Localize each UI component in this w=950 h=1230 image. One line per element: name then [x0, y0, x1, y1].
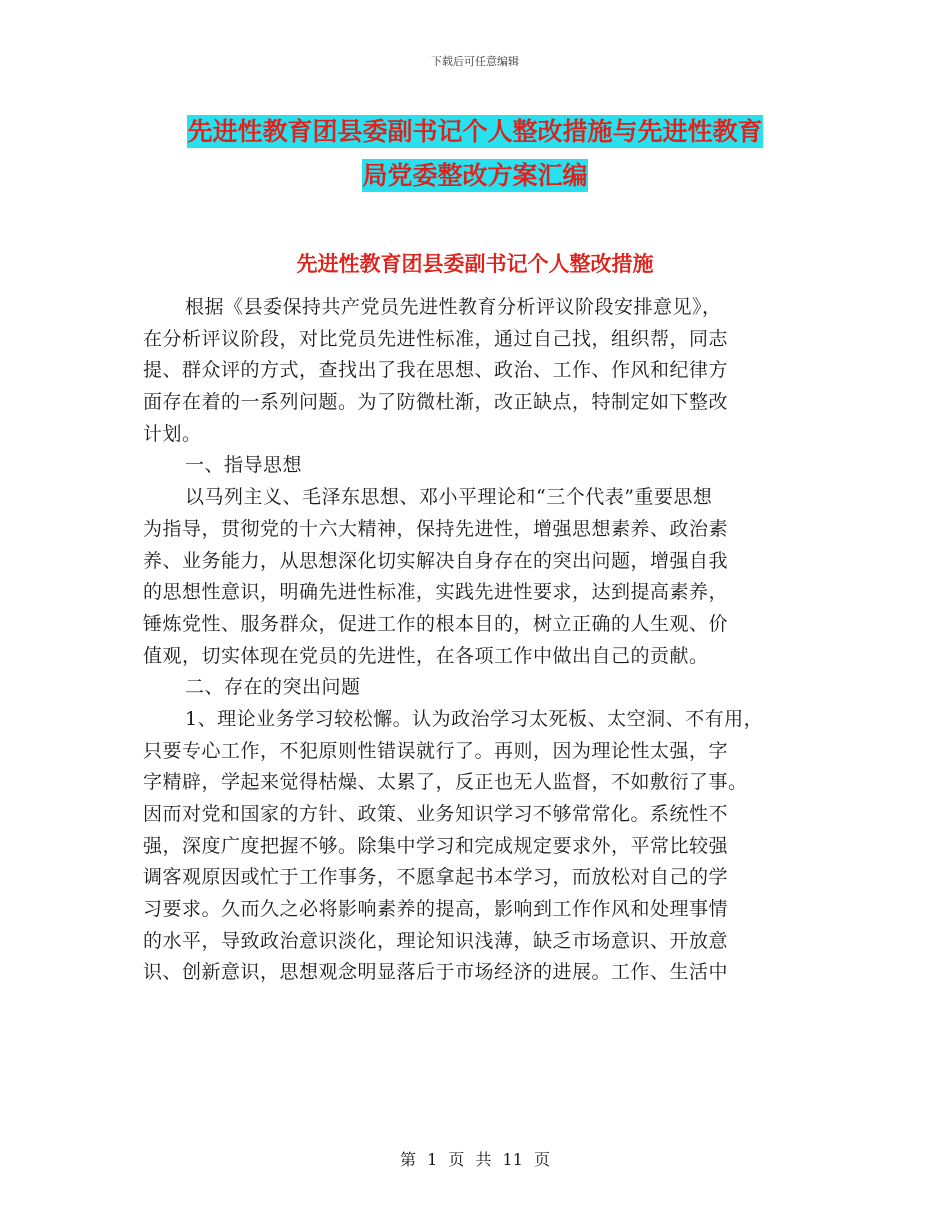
heading-guiding-thought: 一、指导思想 — [185, 454, 303, 477]
paragraph-line: 只要专心工作，不犯原则性错误就行了。再则，因为理论性太强，字 — [143, 739, 729, 762]
paragraph-line: 面存在着的一系列问题。为了防微杜渐，改正缺点，特制定如下整改 — [143, 391, 729, 414]
paragraph-line: 计划。 — [143, 422, 202, 445]
paragraph-line: 因而对党和国家的方针、政策、业务知识学习不够常常化。系统性不 — [143, 803, 729, 825]
paragraph-line: 在分析评议阶段，对比党员先进性标准，通过自己找，组织帮，同志 — [143, 327, 729, 350]
heading-existing-problems: 二、存在的突出问题 — [185, 676, 361, 699]
paragraph-line: 识、创新意识，思想观念明显落后于市场经济的进展。工作、生活中 — [143, 961, 729, 984]
paragraph-line: 强，深度广度把握不够。除集中学习和完成规定要求外，平常比较强 — [143, 834, 729, 857]
page-number: 第 1 页 共 11 页 — [400, 1150, 550, 1169]
title-line-2: 局党委整改方案汇编 — [362, 161, 588, 190]
paragraph-line: 值观，切实体现在党员的先进性，在各项工作中做出自己的贡献。 — [143, 644, 709, 667]
paragraph-line: 锤炼党性、服务群众，促进工作的根本目的，树立正确的人生观、价 — [143, 612, 729, 635]
paragraph-line: 调客观原因或忙于工作事务，不愿拿起书本学习，而放松对自己的学 — [143, 866, 729, 889]
paragraph-line: 养、业务能力，从思想深化切实解决自身存在的突出问题，增强自我 — [143, 549, 729, 572]
header-note: 下载后可任意编辑 — [431, 55, 519, 68]
paragraph-line: 为指导，贯彻党的十六大精神，保持先进性，增强思想素养、政治素 — [143, 517, 729, 540]
section-title: 先进性教育团县委副书记个人整改措施 — [296, 252, 654, 276]
document-title — [0, 110, 950, 198]
paragraph-line: 字精辟，学起来觉得枯燥、太累了，反正也无人监督，不如敷衍了事。 — [143, 771, 748, 794]
paragraph-line: 以马列主义、毛泽东思想、邓小平理论和“三个代表”重要思想 — [185, 486, 713, 509]
title-line-1: 先进性教育团县委副书记个人整改措施与先进性教育 — [187, 117, 763, 146]
paragraph-line: 提、群众评的方式，查找出了我在思想、政治、工作、作风和纪律方 — [143, 359, 729, 382]
paragraph-line: 根据《县委保持共产党员先进性教育分析评议阶段安排意见》， — [185, 296, 722, 318]
paragraph-line: 1、理论业务学习较松懈。认为政治学习太死板、太空洞、不有用， — [185, 707, 764, 730]
paragraph-line: 的水平，导致政治意识淡化，理论知识浅薄，缺乏市场意识、开放意 — [143, 929, 729, 952]
paragraph-line: 的思想性意识，明确先进性标准，实践先进性要求，达到提高素养， — [143, 581, 729, 604]
paragraph-line: 习要求。久而久之必将影响素养的提高，影响到工作作风和处理事情 — [143, 898, 729, 921]
document-body — [143, 292, 813, 989]
